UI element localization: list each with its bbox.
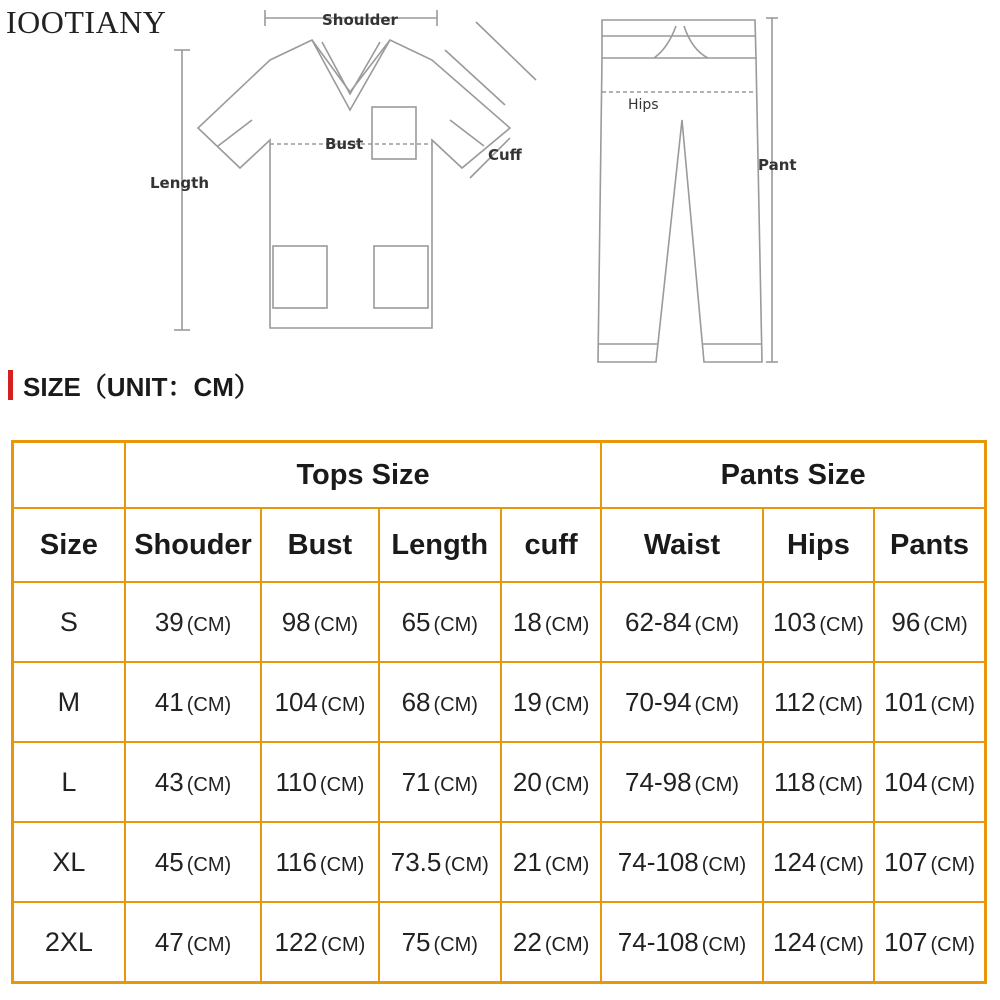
- length-value: 73.5: [390, 846, 442, 877]
- pant-label: Pant: [758, 156, 797, 174]
- cuff-value: 21: [512, 846, 542, 877]
- size-cell: 2XL: [13, 902, 125, 983]
- cuff-value: 19: [512, 686, 542, 717]
- unit-label: (CM): [930, 773, 975, 796]
- cuff-cell: [501, 662, 601, 742]
- bust-value: 104: [274, 686, 318, 717]
- pants-cell: [874, 902, 985, 983]
- shoulder-value: 45: [154, 846, 184, 877]
- unit-label: (CM): [694, 693, 739, 716]
- heading-accent-bar: [8, 370, 13, 400]
- hips-cell: [763, 902, 874, 983]
- unit-label: (CM): [701, 853, 747, 876]
- unit-label: (CM): [819, 853, 864, 876]
- table-row: [13, 662, 986, 742]
- shoulder-value: 47: [154, 926, 184, 957]
- size-unit-heading: [8, 368, 260, 402]
- cuff-cell: [501, 582, 601, 662]
- shoulder-cell: [125, 742, 261, 822]
- unit-label: (CM): [186, 853, 232, 876]
- unit-label: (CM): [433, 773, 478, 796]
- unit-label: (CM): [544, 693, 590, 716]
- waist-cell: [601, 582, 762, 662]
- table-row: [13, 822, 986, 902]
- size-cell: XL: [13, 822, 125, 902]
- bust-value: 98: [281, 606, 311, 637]
- shoulder-cell: [125, 582, 261, 662]
- table-row: [13, 742, 986, 822]
- size-cell: S: [13, 582, 125, 662]
- hips-value: 112: [773, 686, 816, 717]
- shoulder-value: 39: [154, 606, 184, 637]
- waist-value: 74-108: [617, 926, 699, 957]
- unit-label: (CM): [319, 853, 365, 876]
- unit-label: (CM): [186, 933, 232, 956]
- header-cuff: cuff: [501, 508, 601, 582]
- pants-cell: [874, 662, 985, 742]
- header-bust: Bust: [261, 508, 378, 582]
- unit-label: (CM): [923, 613, 968, 636]
- group-header-row: [13, 442, 986, 509]
- waist-cell: [601, 822, 762, 902]
- size-cell: L: [13, 742, 125, 822]
- shoulder-cell: [125, 902, 261, 983]
- header-shoulder: Shouder: [125, 508, 261, 582]
- bust-value: 116: [275, 846, 317, 877]
- bust-cell: [261, 902, 378, 983]
- unit-label: (CM): [433, 693, 478, 716]
- corner-cell: [13, 442, 125, 509]
- scrub-pant-diagram: [580, 0, 820, 370]
- bust-label: Bust: [325, 135, 364, 153]
- hips-cell: [763, 822, 874, 902]
- cuff-cell: [501, 742, 601, 822]
- pants-cell: [874, 582, 985, 662]
- unit-label: (CM): [319, 773, 365, 796]
- length-cell: [379, 822, 501, 902]
- brand-logo-text: IOOTIANY: [6, 4, 167, 40]
- unit-label: (CM): [819, 613, 864, 636]
- unit-label: (CM): [320, 693, 366, 716]
- waist-cell: [601, 662, 762, 742]
- length-cell: [379, 902, 501, 983]
- size-unit-title: SIZE（UNIT：CM）: [23, 371, 260, 402]
- header-waist: Waist: [601, 508, 762, 582]
- cuff-value: 22: [512, 926, 542, 957]
- bust-value: 110: [275, 766, 317, 797]
- hips-value: 124: [773, 926, 817, 957]
- length-cell: [379, 582, 501, 662]
- unit-label: (CM): [433, 933, 478, 956]
- length-cell: [379, 742, 501, 822]
- pants-cell: [874, 822, 985, 902]
- unit-label: (CM): [930, 933, 975, 956]
- tops-size-header: Tops Size: [125, 442, 601, 509]
- hips-cell: [763, 742, 874, 822]
- unit-label: (CM): [818, 773, 863, 796]
- header-pants: Pants: [874, 508, 985, 582]
- unit-label: (CM): [544, 933, 590, 956]
- shoulder-value: 41: [154, 686, 184, 717]
- pants-value: 96: [891, 606, 921, 637]
- unit-label: (CM): [186, 613, 232, 636]
- cuff-label: Cuff: [488, 146, 522, 164]
- waist-cell: [601, 742, 762, 822]
- unit-label: (CM): [313, 613, 359, 636]
- size-cell: M: [13, 662, 125, 742]
- bust-cell: [261, 742, 378, 822]
- hips-value: 103: [773, 606, 817, 637]
- garment-diagrams: [0, 0, 1000, 370]
- scrub-top-diagram: [0, 0, 540, 370]
- unit-label: (CM): [818, 693, 863, 716]
- table-row: [13, 902, 986, 983]
- cuff-value: 20: [512, 766, 542, 797]
- bust-cell: [261, 662, 378, 742]
- waist-value: 74-108: [617, 846, 699, 877]
- unit-label: (CM): [544, 853, 590, 876]
- hips-value: 118: [773, 766, 816, 797]
- header-hips: Hips: [763, 508, 874, 582]
- length-label: Length: [150, 174, 209, 192]
- hips-value: 124: [773, 846, 817, 877]
- length-value: 68: [401, 686, 431, 717]
- waist-value: 74-98: [625, 766, 692, 797]
- shoulder-value: 43: [154, 766, 184, 797]
- length-value: 75: [401, 926, 431, 957]
- length-value: 71: [401, 766, 431, 797]
- cuff-cell: [501, 902, 601, 983]
- size-chart-table: [11, 440, 987, 984]
- pants-value: 104: [884, 766, 928, 797]
- column-header-row: [13, 508, 986, 582]
- unit-label: (CM): [433, 613, 478, 636]
- bust-cell: [261, 822, 378, 902]
- hips-label: Hips: [628, 97, 659, 113]
- shoulder-label: Shoulder: [322, 11, 398, 29]
- shoulder-cell: [125, 662, 261, 742]
- unit-label: (CM): [694, 773, 739, 796]
- table-row: [13, 582, 986, 662]
- unit-label: (CM): [544, 613, 590, 636]
- bust-cell: [261, 582, 378, 662]
- length-cell: [379, 662, 501, 742]
- pants-size-header: Pants Size: [601, 442, 985, 509]
- pants-value: 107: [884, 926, 928, 957]
- unit-label: (CM): [930, 693, 975, 716]
- unit-label: (CM): [444, 853, 489, 876]
- hips-cell: [763, 582, 874, 662]
- length-value: 65: [401, 606, 431, 637]
- unit-label: (CM): [544, 773, 590, 796]
- waist-cell: [601, 902, 762, 983]
- pants-value: 101: [884, 686, 928, 717]
- shoulder-cell: [125, 822, 261, 902]
- waist-value: 62-84: [625, 606, 692, 637]
- waist-value: 70-94: [625, 686, 692, 717]
- unit-label: (CM): [320, 933, 366, 956]
- pants-cell: [874, 742, 985, 822]
- bust-value: 122: [274, 926, 318, 957]
- pants-value: 107: [884, 846, 928, 877]
- header-size: Size: [13, 508, 125, 582]
- cuff-cell: [501, 822, 601, 902]
- unit-label: (CM): [186, 693, 232, 716]
- hips-cell: [763, 662, 874, 742]
- unit-label: (CM): [701, 933, 747, 956]
- unit-label: (CM): [186, 773, 232, 796]
- header-length: Length: [379, 508, 501, 582]
- unit-label: (CM): [819, 933, 864, 956]
- unit-label: (CM): [930, 853, 975, 876]
- unit-label: (CM): [694, 613, 739, 636]
- cuff-value: 18: [512, 606, 542, 637]
